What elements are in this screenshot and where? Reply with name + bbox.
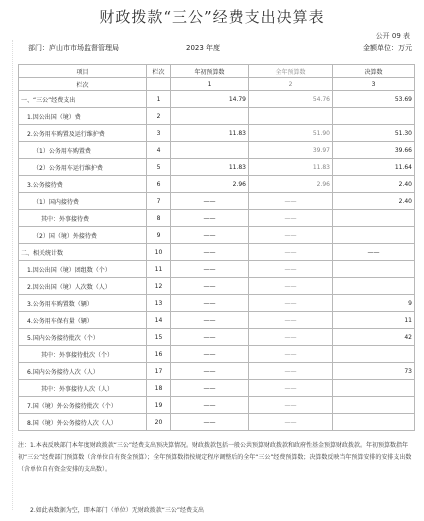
- table-row: [19, 91, 415, 108]
- row-label: 其中：外事接待批次（个）: [19, 346, 147, 363]
- row-seq: 16: [147, 346, 171, 363]
- table-header-row: [19, 65, 415, 78]
- row-full-budget: ——: [249, 346, 333, 363]
- row-seq: 20: [147, 414, 171, 431]
- row-final: 51.30: [333, 125, 415, 142]
- row-label: 二、相关统计数: [19, 244, 147, 261]
- row-full-budget: ——: [249, 397, 333, 414]
- table-row: [19, 193, 415, 210]
- row-final: 2.40: [333, 176, 415, 193]
- sub-c2: 2: [249, 78, 333, 91]
- table-row: [19, 414, 415, 431]
- header-info-row: [18, 42, 414, 53]
- unit-label: 金额单位：万元: [363, 44, 412, 52]
- table-row: [19, 125, 415, 142]
- sub-seq: [147, 78, 171, 91]
- table-row: [19, 397, 415, 414]
- row-label: 其中：外事接待人次（人）: [19, 380, 147, 397]
- row-full-budget: ——: [249, 261, 333, 278]
- row-label: （1）国内接待费: [19, 193, 147, 210]
- margin-guide: [4, 40, 13, 510]
- row-budget: 2.96: [171, 176, 249, 193]
- row-final: 73: [333, 363, 415, 380]
- row-final: ——: [333, 244, 415, 261]
- row-seq: 18: [147, 380, 171, 397]
- row-seq: 12: [147, 278, 171, 295]
- row-final: [333, 414, 415, 431]
- row-label: （1）公务用车购置费: [19, 142, 147, 159]
- row-budget: 14.79: [171, 91, 249, 108]
- row-budget: ——: [171, 210, 249, 227]
- row-budget: [171, 108, 249, 125]
- row-seq: 15: [147, 329, 171, 346]
- sub-c3: 3: [333, 78, 415, 91]
- table-row: [19, 142, 415, 159]
- row-final: [333, 380, 415, 397]
- row-seq: 8: [147, 210, 171, 227]
- col-item-header: 项目: [19, 65, 147, 78]
- row-final: [333, 278, 415, 295]
- row-full-budget: ——: [249, 278, 333, 295]
- row-seq: 19: [147, 397, 171, 414]
- row-label: 8.国（境）外公务接待人次（人）: [19, 414, 147, 431]
- table-row: [19, 261, 415, 278]
- row-full-budget: ——: [249, 414, 333, 431]
- row-full-budget: ——: [249, 380, 333, 397]
- row-label: （2）国（境）外接待费: [19, 227, 147, 244]
- table-row: [19, 329, 415, 346]
- row-full-budget: ——: [249, 329, 333, 346]
- row-full-budget: 11.83: [249, 159, 333, 176]
- row-budget: ——: [171, 414, 249, 431]
- row-seq: 9: [147, 227, 171, 244]
- row-budget: ——: [171, 193, 249, 210]
- table-row: [19, 346, 415, 363]
- row-seq: 14: [147, 312, 171, 329]
- row-seq: 3: [147, 125, 171, 142]
- row-seq: 11: [147, 261, 171, 278]
- footnote-2: 2.如此表数据为空，即本部门（单位）无财政拨款“三公”经费支出: [30, 507, 204, 514]
- row-label: 5.国内公务接待批次（个）: [19, 329, 147, 346]
- row-label: 1.因公出国（境）团组数（个）: [19, 261, 147, 278]
- col-budget-header: 年初预算数: [171, 65, 249, 78]
- row-label: 2.因公出国（境）人次数（人）: [19, 278, 147, 295]
- row-full-budget: ——: [249, 295, 333, 312]
- table-row: [19, 295, 415, 312]
- row-budget: ——: [171, 278, 249, 295]
- row-final: [333, 108, 415, 125]
- row-budget: 11.83: [171, 159, 249, 176]
- row-label: 7.国（境）外公务接待批次（个）: [19, 397, 147, 414]
- table-row: [19, 312, 415, 329]
- row-final: [333, 210, 415, 227]
- row-final: 11: [333, 312, 415, 329]
- row-label: 6.国内公务接待人次（人）: [19, 363, 147, 380]
- table-row: [19, 108, 415, 125]
- row-seq: 5: [147, 159, 171, 176]
- row-seq: 2: [147, 108, 171, 125]
- row-label: （2）公务用车运行维护费: [19, 159, 147, 176]
- row-final: [333, 397, 415, 414]
- form-code: 公开 09 表: [375, 32, 410, 40]
- row-budget: ——: [171, 295, 249, 312]
- row-seq: 1: [147, 91, 171, 108]
- row-budget: ——: [171, 329, 249, 346]
- row-full-budget: [249, 108, 333, 125]
- sub-item: 栏次: [19, 78, 147, 91]
- row-final: [333, 227, 415, 244]
- table-row: [19, 159, 415, 176]
- row-final: 53.69: [333, 91, 415, 108]
- table-body: [19, 91, 415, 431]
- sub-c1: 1: [171, 78, 249, 91]
- row-label: 3.公务用车购置数（辆）: [19, 295, 147, 312]
- table-row: [19, 210, 415, 227]
- row-label: 1.因公出国（境）费: [19, 108, 147, 125]
- row-budget: ——: [171, 397, 249, 414]
- table-row: [19, 227, 415, 244]
- row-seq: 6: [147, 176, 171, 193]
- row-budget: ——: [171, 346, 249, 363]
- row-label: 3.公务接待费: [19, 176, 147, 193]
- row-budget: 11.83: [171, 125, 249, 142]
- row-full-budget: ——: [249, 244, 333, 261]
- table-row: [19, 278, 415, 295]
- row-final: 2.40: [333, 193, 415, 210]
- row-final: 39.66: [333, 142, 415, 159]
- row-label: 其中：外事接待费: [19, 210, 147, 227]
- row-seq: 13: [147, 295, 171, 312]
- expense-table: [18, 64, 415, 431]
- row-final: 11.64: [333, 159, 415, 176]
- row-seq: 7: [147, 193, 171, 210]
- row-seq: 4: [147, 142, 171, 159]
- row-budget: ——: [171, 244, 249, 261]
- row-full-budget: 2.96: [249, 176, 333, 193]
- row-full-budget: 51.90: [249, 125, 333, 142]
- col-full-header: 全年预算数: [249, 65, 333, 78]
- row-seq: 17: [147, 363, 171, 380]
- row-full-budget: ——: [249, 363, 333, 380]
- col-final-header: 决算数: [333, 65, 415, 78]
- row-final: [333, 261, 415, 278]
- row-budget: ——: [171, 380, 249, 397]
- row-final: [333, 346, 415, 363]
- row-budget: ——: [171, 363, 249, 380]
- row-budget: ——: [171, 227, 249, 244]
- table-row: [19, 380, 415, 397]
- row-final: 9: [333, 295, 415, 312]
- row-full-budget: ——: [249, 210, 333, 227]
- table-subheader-row: [19, 78, 415, 91]
- row-label: 4.公务用车保有量（辆）: [19, 312, 147, 329]
- row-final: 42: [333, 329, 415, 346]
- page-title: 财政拨款“三公”经费支出决算表: [99, 8, 325, 26]
- row-full-budget: 39.97: [249, 142, 333, 159]
- dept-label: 部门：庐山市市场监督管理局: [28, 44, 119, 52]
- row-label: 一、“三公”经费支出: [19, 91, 147, 108]
- row-full-budget: ——: [249, 227, 333, 244]
- row-budget: ——: [171, 261, 249, 278]
- table-row: [19, 244, 415, 261]
- table-row: [19, 176, 415, 193]
- row-full-budget: 54.76: [249, 91, 333, 108]
- col-seq-header: 栏次: [147, 65, 171, 78]
- row-seq: 10: [147, 244, 171, 261]
- footnote: 注：1.本表反映部门本年度财政拨款“三公”经费支出预决算情况。财政拨款包括一般公共预算财政拨款和政府性基金预算财政拨款。年初预算数指年初“三公”经费部门预算数（含单位自有资金预算）；全年预算数指按规定程序调整后的全年“三公”经费预算数；决算数反映当年预算安排的安排支出数（含单位自有资金安排的支出数）。: [18, 442, 412, 473]
- table-row: [19, 363, 415, 380]
- row-budget: ——: [171, 312, 249, 329]
- row-full-budget: ——: [249, 193, 333, 210]
- row-full-budget: ——: [249, 312, 333, 329]
- year-label: 2023 年度: [186, 44, 221, 52]
- row-budget: [171, 142, 249, 159]
- row-label: 2.公务用车购置及运行维护费: [19, 125, 147, 142]
